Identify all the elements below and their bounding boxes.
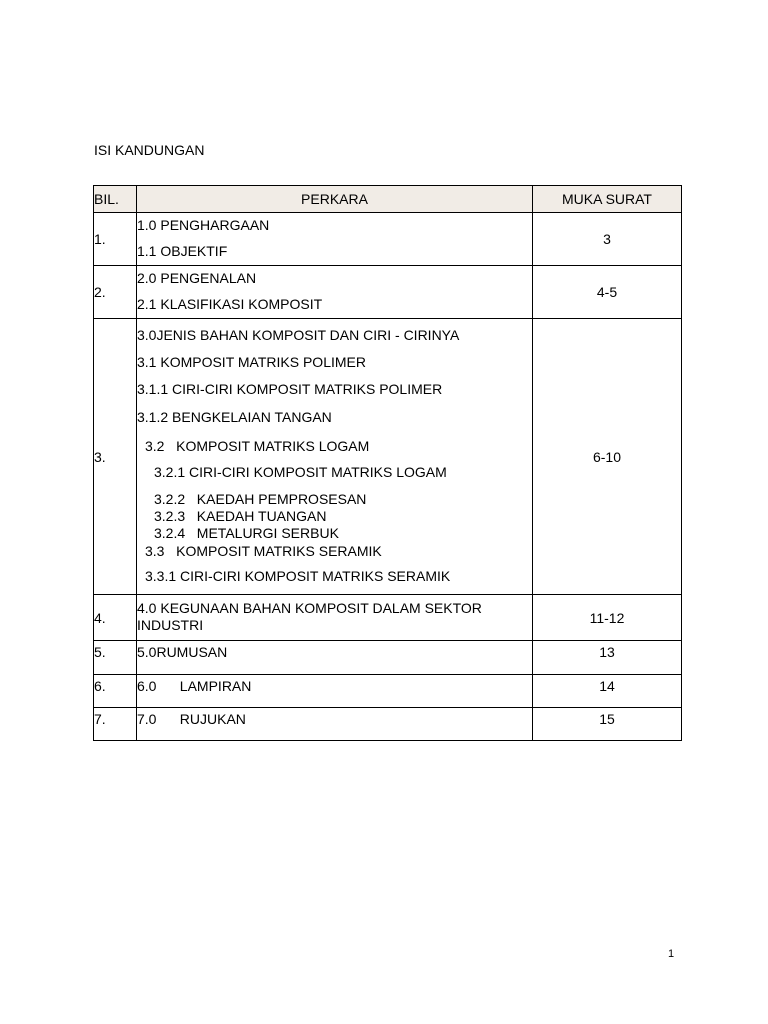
toc-entry: 3.2.4 METALURGI SERBUK: [154, 524, 339, 541]
page-number: 1: [668, 948, 675, 960]
toc-entry: 3.1.2 BENGKELAIAN TANGAN: [137, 408, 332, 425]
row-number: 5.: [94, 641, 137, 675]
table-row: [94, 213, 682, 266]
header-bil: BIL.: [94, 186, 137, 213]
row-items: [137, 708, 533, 741]
row-number: 6.: [94, 675, 137, 708]
table-row: [94, 675, 682, 708]
row-pages: 4-5: [533, 266, 682, 319]
document-title: ISI KANDUNGAN: [94, 142, 205, 158]
row-pages: 3: [533, 213, 682, 266]
toc-entry: 5.0RUMUSAN: [137, 644, 228, 660]
toc-entry: 2.1 KLASIFIKASI KOMPOSIT: [137, 296, 323, 312]
toc-entry: 3.2.3 KAEDAH TUANGAN: [154, 507, 327, 524]
row-number: 7.: [94, 708, 137, 741]
row-pages: 13: [533, 641, 682, 675]
header-perkara: PERKARA: [137, 186, 533, 213]
toc-entry: 2.0 PENGENALAN: [137, 270, 257, 286]
row-items: [137, 675, 533, 708]
table-row: [94, 708, 682, 741]
row-number: 2.: [94, 266, 137, 319]
row-number: 1.: [94, 213, 137, 266]
row-items: [137, 595, 533, 641]
row-pages: 6-10: [533, 319, 682, 595]
table-row: [94, 595, 682, 641]
table-row: [94, 266, 682, 319]
row-items: [137, 213, 533, 266]
header-muka-surat: MUKA SURAT: [533, 186, 682, 213]
toc-entry: 3.3.1 CIRI-CIRI KOMPOSIT MATRIKS SERAMIK: [145, 567, 451, 584]
toc-entry: 3.1.1 CIRI-CIRI KOMPOSIT MATRIKS POLIMER: [137, 380, 443, 397]
table-row: [94, 641, 682, 675]
table-of-contents: [93, 185, 682, 741]
toc-entry: 3.0JENIS BAHAN KOMPOSIT DAN CIRI - CIRINYA: [137, 326, 460, 343]
row-items: [137, 266, 533, 319]
row-items: [137, 319, 533, 595]
row-items: [137, 641, 533, 675]
table-header-row: [94, 186, 682, 213]
row-pages: 15: [533, 708, 682, 741]
toc-entry: INDUSTRI: [137, 616, 204, 633]
toc-entry: 6.0 LAMPIRAN: [137, 678, 252, 694]
toc-entry: 3.2.2 KAEDAH PEMPROSESAN: [154, 490, 367, 507]
row-number: 4.: [94, 595, 137, 641]
toc-entry: 3.2.1 CIRI-CIRI KOMPOSIT MATRIKS LOGAM: [154, 463, 447, 480]
toc-entry: 1.0 PENGHARGAAN: [137, 217, 270, 233]
toc-entry: 3.3 KOMPOSIT MATRIKS SERAMIK: [145, 542, 382, 559]
row-number: 3.: [94, 319, 137, 595]
toc-entry: 4.0 KEGUNAAN BAHAN KOMPOSIT DALAM SEKTOR: [137, 599, 482, 616]
toc-entry: 3.1 KOMPOSIT MATRIKS POLIMER: [137, 353, 366, 370]
row-pages: 11-12: [533, 595, 682, 641]
toc-entry: 3.2 KOMPOSIT MATRIKS LOGAM: [145, 437, 370, 454]
toc-entry: 1.1 OBJEKTIF: [137, 243, 228, 259]
row-pages: 14: [533, 675, 682, 708]
toc-entry: 7.0 RUJUKAN: [137, 711, 246, 727]
table-row: [94, 319, 682, 595]
